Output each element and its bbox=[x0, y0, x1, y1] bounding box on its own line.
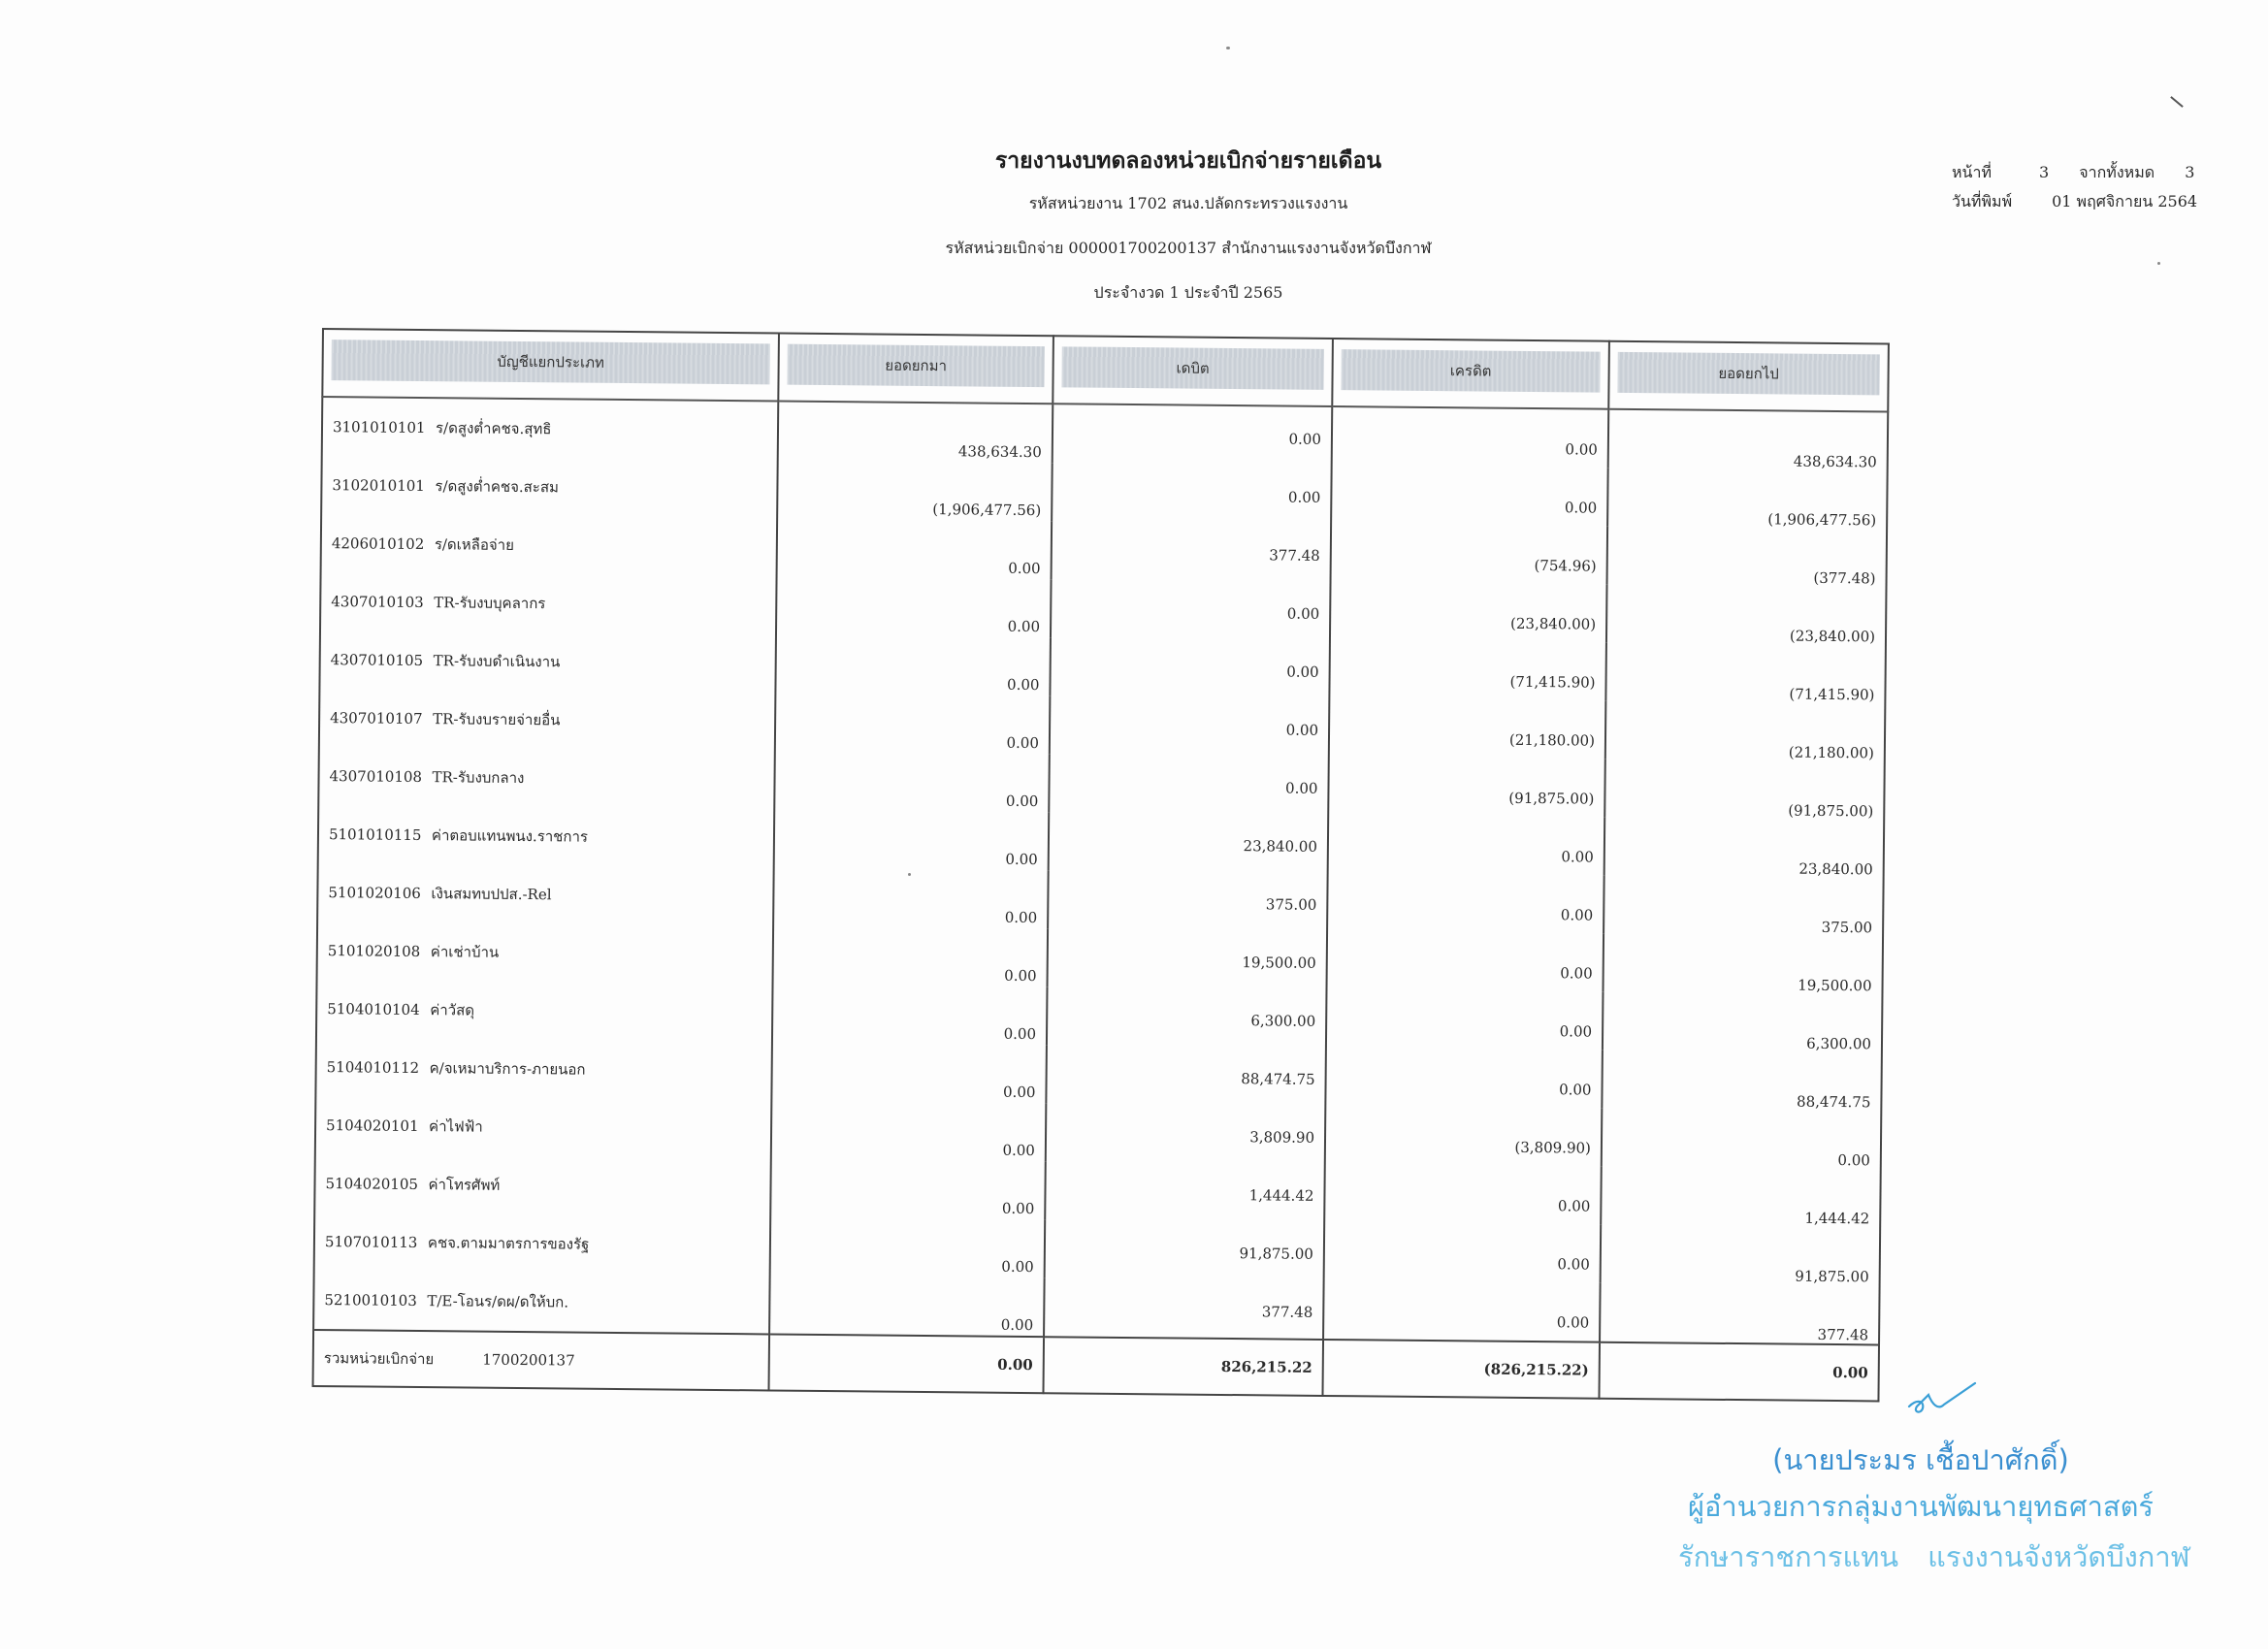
col-header-brought-forward: ยอดยกมา bbox=[778, 334, 1053, 404]
account-name: ค่าโทรศัพท์ bbox=[428, 1176, 501, 1194]
credit-cell: (3,809.90) bbox=[1325, 1106, 1603, 1167]
debit-cell: 375.00 bbox=[1048, 870, 1328, 931]
account-code: 5104020105 bbox=[325, 1175, 419, 1193]
account-cell bbox=[320, 572, 777, 635]
brought-forward-cell: 0.00 bbox=[771, 1042, 1047, 1103]
carried-forward-cell: 0.00 bbox=[1602, 1109, 1882, 1170]
account-name: เงินสมทบปปส.-Rel bbox=[431, 885, 552, 904]
account-cell bbox=[318, 805, 775, 868]
carried-forward-cell: 438,634.30 bbox=[1608, 409, 1889, 471]
total-label-cell bbox=[313, 1330, 770, 1391]
brought-forward-cell: 0.00 bbox=[773, 925, 1049, 986]
total-carried-forward: 0.00 bbox=[1599, 1342, 1879, 1402]
account-cell bbox=[317, 863, 774, 926]
brought-forward-cell: 0.00 bbox=[771, 1100, 1047, 1161]
account-cell bbox=[316, 980, 773, 1043]
account-cell bbox=[315, 1038, 772, 1101]
carried-forward-cell: 375.00 bbox=[1604, 876, 1884, 937]
credit-cell: 0.00 bbox=[1324, 1222, 1602, 1283]
carried-forward-cell: 1,444.42 bbox=[1601, 1167, 1881, 1228]
signatory-position: ผู้อำนวยการกลุ่มงานพัฒนายุทธศาสตร์ bbox=[1688, 1490, 2154, 1523]
credit-cell: 0.00 bbox=[1327, 873, 1604, 934]
debit-cell: 377.48 bbox=[1044, 1277, 1324, 1340]
debit-cell: 1,444.42 bbox=[1045, 1161, 1325, 1222]
trial-balance-table bbox=[312, 328, 1890, 1402]
account-cell bbox=[313, 1271, 770, 1335]
account-name: คชจ.ตามมาตรการของรัฐ bbox=[427, 1234, 590, 1253]
account-name: TR-รับงบกลาง bbox=[432, 768, 525, 788]
account-cell bbox=[322, 397, 779, 461]
total-label: รวมหน่วยเบิกจ่าย bbox=[323, 1349, 435, 1369]
brought-forward-cell: 0.00 bbox=[769, 1275, 1045, 1337]
carried-forward-cell: (91,875.00) bbox=[1604, 760, 1885, 821]
account-code: 5101010115 bbox=[328, 825, 422, 845]
scan-speck bbox=[2157, 262, 2160, 265]
account-name: TR-รับงบดำเนินงาน bbox=[433, 652, 561, 671]
carried-forward-cell: (377.48) bbox=[1607, 527, 1888, 588]
total-unit-code: 1700200137 bbox=[482, 1350, 575, 1370]
credit-cell: 0.00 bbox=[1325, 1048, 1603, 1109]
agency-line: รหัสหน่วยงาน 1702 สนง.ปลัดกระทรวงแรงงาน bbox=[1028, 194, 1348, 212]
account-cell bbox=[315, 1096, 772, 1159]
debit-cell: 0.00 bbox=[1050, 637, 1330, 698]
page-number: 3 bbox=[2039, 163, 2050, 181]
account-code: 3102010101 bbox=[332, 476, 425, 496]
brought-forward-cell: 438,634.30 bbox=[778, 402, 1053, 464]
scan-speck bbox=[1226, 47, 1230, 49]
handwritten-signature-mark bbox=[1903, 1377, 1981, 1420]
debit-cell: 23,840.00 bbox=[1049, 812, 1329, 873]
account-name: ค่าตอบแทนพนง.ราชการ bbox=[431, 826, 589, 846]
debit-cell: 0.00 bbox=[1051, 579, 1331, 640]
account-cell bbox=[314, 1212, 771, 1276]
account-cell bbox=[319, 630, 776, 694]
carried-forward-cell: 23,840.00 bbox=[1604, 818, 1885, 879]
report-title: รายงานงบทดลองหน่วยเบิกจ่ายรายเดือน bbox=[994, 147, 1382, 174]
carried-forward-cell: 19,500.00 bbox=[1603, 934, 1883, 995]
brought-forward-cell: (1,906,477.56) bbox=[777, 461, 1053, 522]
account-cell bbox=[318, 747, 775, 810]
carried-forward-cell: (1,906,477.56) bbox=[1607, 469, 1888, 530]
carried-forward-cell: 377.48 bbox=[1600, 1283, 1880, 1345]
carried-forward-cell: 91,875.00 bbox=[1601, 1225, 1881, 1286]
total-pages: 3 bbox=[2185, 163, 2195, 181]
credit-cell: 0.00 bbox=[1323, 1280, 1601, 1342]
credit-cell: (23,840.00) bbox=[1330, 582, 1607, 643]
brought-forward-cell: 0.00 bbox=[772, 984, 1048, 1045]
acting-line bbox=[1678, 1535, 2221, 1579]
carried-forward-cell: (23,840.00) bbox=[1606, 585, 1887, 646]
print-date-info bbox=[1952, 190, 2197, 214]
total-brought-forward: 0.00 bbox=[769, 1334, 1045, 1393]
col-header-debit: เดบิต bbox=[1053, 336, 1333, 406]
account-code: 4307010107 bbox=[330, 709, 423, 728]
account-code: 5104010104 bbox=[327, 1000, 420, 1018]
debit-cell: 0.00 bbox=[1049, 754, 1329, 815]
brought-forward-cell: 0.00 bbox=[775, 694, 1051, 755]
brought-forward-cell: 0.00 bbox=[774, 809, 1050, 870]
col-header-carried-forward: ยอดยกไป bbox=[1608, 341, 1889, 412]
total-debit: 826,215.22 bbox=[1043, 1337, 1323, 1396]
credit-cell: 0.00 bbox=[1332, 406, 1609, 469]
account-cell bbox=[314, 1154, 771, 1217]
credit-cell: 0.00 bbox=[1324, 1164, 1602, 1225]
debit-cell: 3,809.90 bbox=[1046, 1103, 1326, 1164]
account-name: ค่าเช่าบ้าน bbox=[430, 943, 500, 961]
account-code: 4307010103 bbox=[331, 593, 424, 612]
credit-cell: (91,875.00) bbox=[1328, 757, 1605, 818]
account-name: TR-รับงบบุคลากร bbox=[434, 594, 546, 613]
account-code: 3101010101 bbox=[332, 418, 426, 437]
debit-cell: 19,500.00 bbox=[1048, 928, 1328, 989]
account-code: 5104010112 bbox=[326, 1058, 420, 1077]
account-cell bbox=[321, 514, 778, 577]
account-code: 5104020101 bbox=[326, 1116, 419, 1135]
brought-forward-cell: 0.00 bbox=[777, 519, 1053, 580]
debit-cell: 377.48 bbox=[1052, 521, 1332, 582]
credit-cell: 0.00 bbox=[1327, 931, 1604, 992]
col-header-credit: เครดิต bbox=[1332, 339, 1609, 409]
disbursing-unit-line: รหัสหน่วยเบิกจ่าย 000001700200137 สำนักงานแรงงานจังหวัดบึงกาฬ bbox=[945, 239, 1432, 257]
account-code: 5210010103 bbox=[324, 1291, 417, 1310]
account-cell bbox=[317, 922, 774, 985]
account-code: 5101020108 bbox=[327, 942, 421, 961]
brought-forward-cell: 0.00 bbox=[776, 577, 1052, 638]
total-credit: (826,215.22) bbox=[1322, 1340, 1600, 1399]
page-label: หน้าที่ bbox=[1952, 163, 1993, 181]
account-cell bbox=[321, 456, 778, 519]
carried-forward-cell: (21,180.00) bbox=[1605, 701, 1886, 762]
account-cell bbox=[319, 689, 776, 752]
brought-forward-cell: 0.00 bbox=[770, 1158, 1046, 1219]
credit-cell: 0.00 bbox=[1331, 466, 1608, 527]
acting-office: แรงงานจังหวัดบึงกาฬ bbox=[1928, 1540, 2190, 1573]
account-code: 5101020106 bbox=[328, 884, 421, 903]
brought-forward-cell: 0.00 bbox=[775, 635, 1051, 696]
debit-cell: 6,300.00 bbox=[1047, 986, 1327, 1048]
page-info bbox=[1952, 161, 2209, 185]
scan-mark bbox=[2170, 96, 2184, 108]
col-header-account: บัญชีแยกประเภท bbox=[322, 329, 779, 402]
debit-cell: 0.00 bbox=[1053, 404, 1333, 466]
carried-forward-cell: (71,415.90) bbox=[1605, 643, 1886, 704]
print-date-label: วันที่พิมพ์ bbox=[1952, 192, 2013, 210]
account-name: ร/ดสูงต่ำคชจ.สะสม bbox=[435, 477, 560, 497]
brought-forward-cell: 0.00 bbox=[770, 1216, 1046, 1277]
scan-speck bbox=[908, 873, 911, 876]
debit-cell: 91,875.00 bbox=[1045, 1219, 1325, 1280]
signatory-name: (นายประมร เชื้อปาศักดิ์) bbox=[1772, 1443, 2069, 1476]
credit-cell: (71,415.90) bbox=[1329, 640, 1606, 701]
total-pages-label: จากทั้งหมด bbox=[2079, 163, 2155, 181]
account-name: ร/ดสูงต่ำคชจ.สุทธิ bbox=[435, 419, 552, 438]
brought-forward-cell: 0.00 bbox=[774, 752, 1050, 813]
carried-forward-cell: 88,474.75 bbox=[1602, 1051, 1882, 1112]
account-name: TR-รับงบรายจ่ายอื่น bbox=[433, 710, 561, 729]
debit-cell: 0.00 bbox=[1052, 463, 1332, 524]
account-name: T/E-โอนร/ดผ/ดให้บก. bbox=[427, 1292, 569, 1311]
debit-cell: 88,474.75 bbox=[1046, 1045, 1326, 1106]
acting-label: รักษาราชการแทน bbox=[1678, 1540, 1899, 1573]
account-code: 4307010108 bbox=[329, 767, 423, 787]
brought-forward-cell: 0.00 bbox=[773, 867, 1049, 928]
debit-cell: 0.00 bbox=[1050, 695, 1330, 757]
account-code: 4206010102 bbox=[331, 534, 425, 554]
credit-cell: 0.00 bbox=[1326, 989, 1604, 1051]
carried-forward-cell: 6,300.00 bbox=[1603, 992, 1883, 1053]
account-name: ร/ดเหลือจ่าย bbox=[434, 535, 515, 554]
credit-cell: (21,180.00) bbox=[1329, 698, 1606, 760]
account-name: ค่าวัสดุ bbox=[430, 1001, 475, 1019]
account-name: ค/จเหมาบริการ-ภายนอก bbox=[429, 1059, 586, 1079]
account-name: ค่าไฟฟ้า bbox=[429, 1117, 483, 1136]
print-date: 01 พฤศจิกายน 2564 bbox=[2052, 192, 2198, 210]
credit-cell: 0.00 bbox=[1328, 815, 1605, 876]
period-line: ประจำงวด 1 ประจำปี 2565 bbox=[1093, 283, 1283, 302]
account-code: 5107010113 bbox=[324, 1233, 418, 1251]
account-code: 4307010105 bbox=[330, 651, 424, 670]
credit-cell: (754.96) bbox=[1331, 524, 1608, 585]
